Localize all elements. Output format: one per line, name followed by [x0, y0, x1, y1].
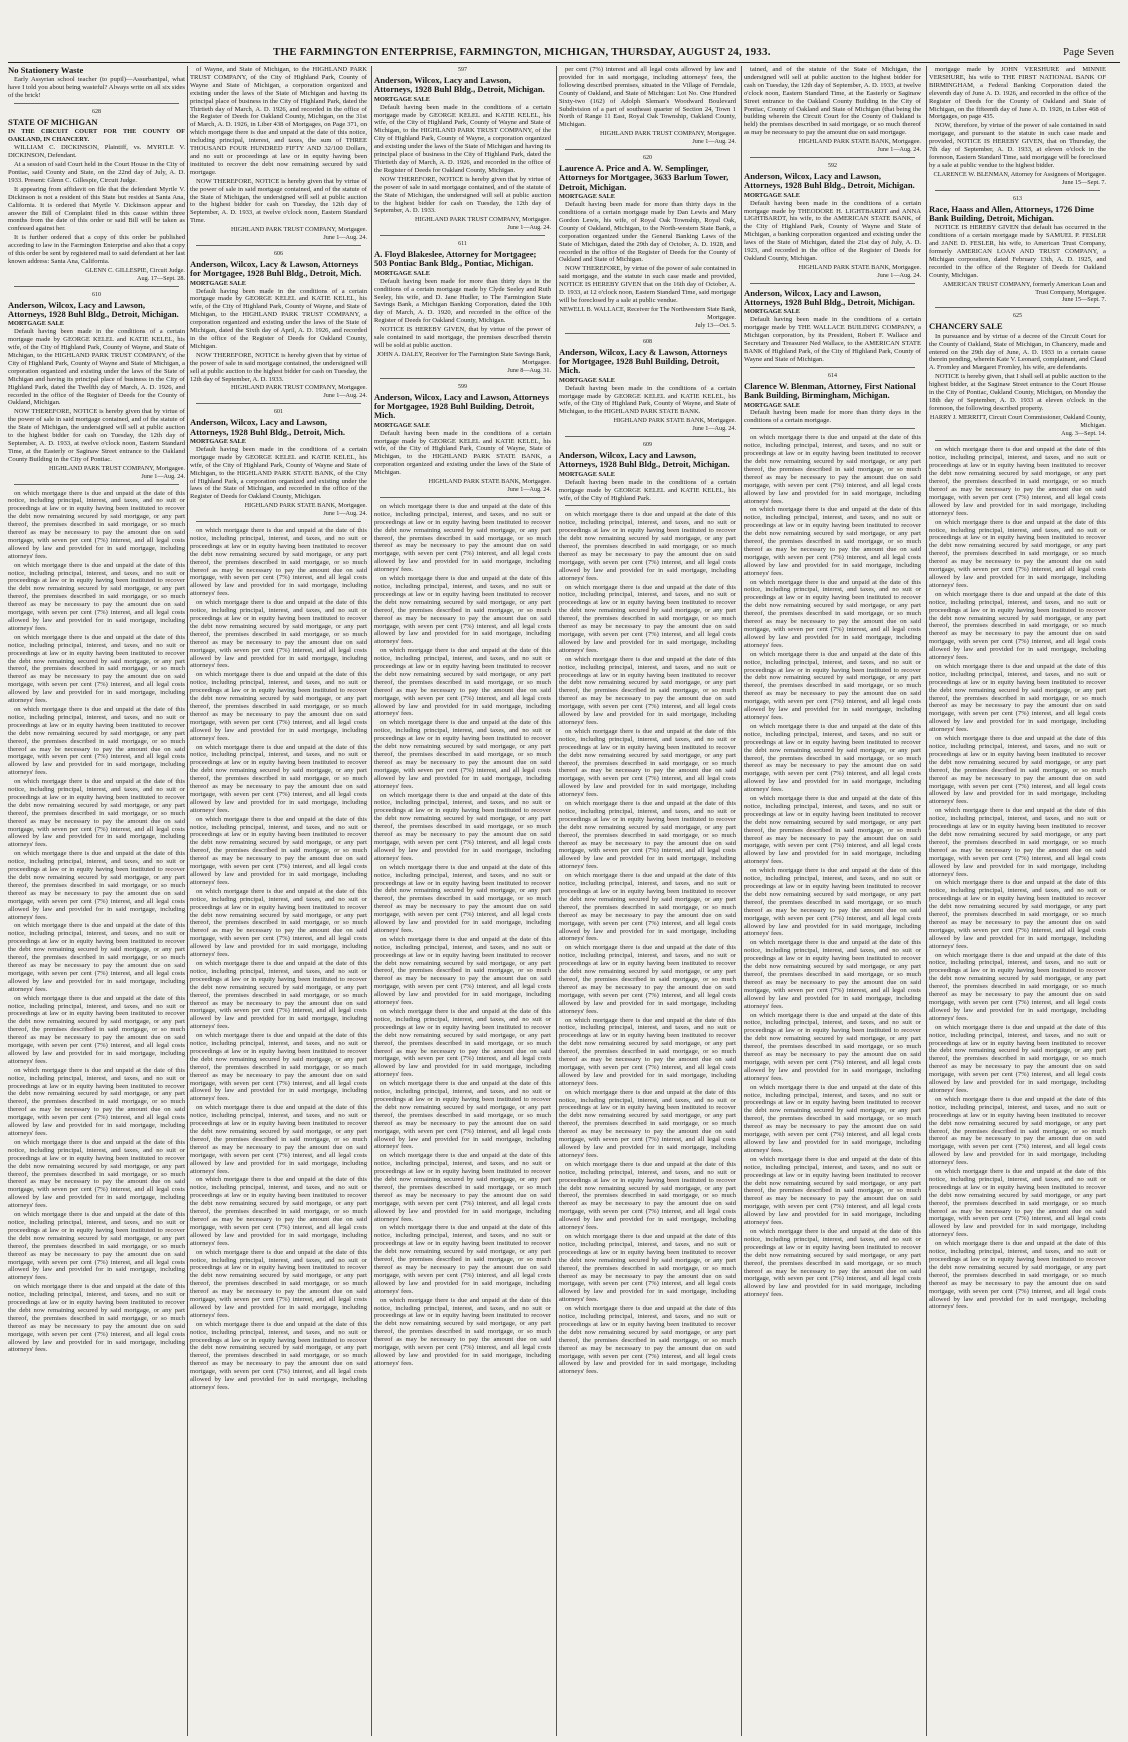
notice-paragraph: on which mortgage there is due and unpaid at the date of this notice, including principal, interest, and taxes, and no suit or proceedings at law or in equity having been instituted to recover the debt now remaining secured by said mortgage, or any part thereof, the premises described in said mortgage, or so much thereof as may be necessary to pay the amount due on said mortgage, with seven per cent (7%) interest, and all legal costs allowed by law and provided for in said mortgage, including attorneys' fees. — [744, 722, 921, 794]
notice-signature: HIGHLAND PARK STATE BANK, Mortgagee. — [613, 417, 736, 425]
column-rule — [741, 66, 742, 1736]
notice-paragraph: on which mortgage there is due and unpaid at the date of this notice, including principal, interest, and taxes, and no suit or proceedings at law or in equity having been instituted to recover the debt now remaining secured by said mortgage, or any part thereof, the premises described in said mortgage, or so much thereof as may be necessary to pay the amount due on said mortgage, with seven per cent (7%) interest, and all legal costs allowed by law and provided for in said mortgage, including attorneys' fees. — [374, 647, 551, 718]
notice-run-dates: June 1—Aug. 24. — [692, 138, 736, 146]
notice-paragraph: on which mortgage there is due and unpaid at the date of this notice, including principal, interest, and taxes, and no suit or proceedings at law or in equity having been instituted to recover the debt now remaining secured by said mortgage, or any part thereof, the premises described in said mortgage, or so much thereof as may be necessary to pay the amount due on said mortgage, with seven per cent (7%) interest, and all legal costs allowed by law and provided for in said mortgage, including attorneys' fees. — [190, 599, 367, 670]
notice-signature: JOHN A. DALEY, Receiver for The Farmington State Savings Bank, Mortgagee. — [376, 350, 551, 366]
notice-paragraph: on which mortgage there is due and unpaid at the date of this notice, including principal, interest, and taxes, and no suit or proceedings at law or in equity having been instituted to recover the debt now remaining secured by said mortgage, or any part thereof, the premises described in said mortgage, or so much thereof as may be necessary to pay the amount due on said mortgage, with seven per cent (7%) interest, and all legal costs allowed by law and provided for in said mortgage, including attorneys' fees. — [559, 1305, 736, 1376]
notice-number: 614 — [828, 372, 837, 379]
column-rule — [187, 66, 188, 1736]
notice-heading: Anderson, Wilcox, Lacy and Lawson, Attorneys, 1928 Buhl Bldg., Detroit, Michigan. — [744, 170, 915, 191]
notice-paragraph: NOW THEREFORE, NOTICE is hereby given that by virtue of the power of sale in said mortgage contained, the undersigned will sell at public auction to the highest bidder for cash on Tuesday, the 12th day of September, A. D. 1933. — [190, 351, 367, 383]
column-rule — [556, 66, 557, 1736]
notice-paragraph: It appearing from affidavit on file that the defendant Myrtle V. Dickinson is not a resident of this State but resides at Santa Ana, California. It is ordered that Myrtle V. Dickinson appear and answer the Bill of Complaint filed in this cause within three months from the date of this order or said Bill will be taken as confessed against her. — [8, 185, 185, 233]
notice-paragraph: on which mortgage there is due and unpaid at the date of this notice, including principal, interest, and taxes, and no suit or proceedings at law or in equity having been instituted to recover the debt now remaining secured by said mortgage, or any part thereof, the premises described in said mortgage, or so much thereof as may be necessary to pay the amount due on said mortgage, with seven per cent (7%) interest, and all legal costs allowed by law and provided for in said mortgage, including attorneys' fees. — [8, 1138, 185, 1210]
notice-paragraph: on which mortgage there is due and unpaid at the date of this notice, including principal, interest, and taxes, and no suit or proceedings at law or in equity having been instituted to recover the debt now remaining secured by said mortgage, or any part thereof, the premises described in said mortgage, or so much thereof as may be necessary to pay the amount due on said mortgage, with seven per cent (7%) interest, and all legal costs allowed by law and provided for in said mortgage, including attorneys' fees. — [744, 1083, 921, 1154]
notice-divider — [196, 521, 361, 522]
notice-divider — [196, 403, 361, 404]
notice-paragraph: on which mortgage there is due and unpaid at the date of this notice, including principal, interest, and taxes, and no suit or proceedings at law or in equity having been instituted to recover the debt now remaining secured by said mortgage, or any part thereof, the premises described in said mortgage, or so much thereof as may be necessary to pay the amount due on said mortgage, with seven per cent (7%) interest, and all legal costs allowed by law and provided for in said mortgage, including attorneys' fees. — [374, 1296, 551, 1367]
notice-paragraph: on which mortgage there is due and unpaid at the date of this notice, including principal, interest, and taxes, and no suit or proceedings at law or in equity having been instituted to recover the debt now remaining secured by said mortgage, or any part thereof, the premises described in said mortgage, or so much thereof as may be necessary to pay the amount due on said mortgage, with seven per cent (7%) interest, and all legal costs allowed by law and provided for in said mortgage, including attorneys' fees. — [744, 434, 921, 505]
legal-notice — [8, 66, 185, 104]
notice-paragraph: NOTICE IS HEREBY GIVEN, that by virtue of the power of sale contained in said mortgage, the premises described therein will be sold at public auction. — [374, 326, 551, 349]
column-4 — [559, 66, 736, 1736]
notice-run-dates: July 13—Oct. 5. — [695, 321, 736, 329]
notice-paragraph: on which mortgage there is due and unpaid at the date of this notice, including principal, interest, and taxes, and no suit or proceedings at law or in equity having been instituted to recover the debt now remaining secured by said mortgage, or any part thereof, the premises described in said mortgage, or so much thereof as may be necessary to pay the amount due on said mortgage, with seven per cent (7%) interest, and all legal costs allowed by law and provided for in said mortgage, including attorneys' fees. — [8, 633, 185, 705]
legal-notice — [190, 66, 367, 246]
notice-paragraph: on which mortgage there is due and unpaid at the date of this notice, including principal, interest, and taxes, and no suit or proceedings at law or in equity having been instituted to recover the debt now remaining secured by said mortgage, or any part thereof, the premises described in said mortgage, or so much thereof as may be necessary to pay the amount due on said mortgage, with seven per cent (7%) interest, and all legal costs allowed by law and provided for in said mortgage, including attorneys' fees. — [190, 527, 367, 598]
notice-paragraph: on which mortgage there is due and unpaid at the date of this notice, including principal, interest, and taxes, and no suit or proceedings at law or in equity having been instituted to recover the debt now remaining secured by said mortgage, or any part thereof, the premises described in said mortgage, or so much thereof as may be necessary to pay the amount due on said mortgage, with seven per cent (7%) interest, and all legal costs allowed by law and provided for in said mortgage, including attorneys' fees. — [929, 879, 1106, 950]
notice-divider — [565, 333, 730, 334]
notice-paragraph: on which mortgage there is due and unpaid at the date of this notice, including principal, interest, and taxes, and no suit or proceedings at law or in equity having been instituted to recover the debt now remaining secured by said mortgage, or any part thereof, the premises described in said mortgage, or so much thereof as may be necessary to pay the amount due on said mortgage, with seven per cent (7%) interest, and all legal costs allowed by law and provided for in said mortgage, including attorneys' fees. — [929, 662, 1106, 734]
notice-paragraph: on which mortgage there is due and unpaid at the date of this notice, including principal, interest, and taxes, and no suit or proceedings at law or in equity having been instituted to recover the debt now remaining secured by said mortgage, or any part thereof, the premises described in said mortgage, or so much thereof as may be necessary to pay the amount due on said mortgage, with seven per cent (7%) interest, and all legal costs allowed by law and provided for in said mortgage, including attorneys' fees. — [190, 1320, 367, 1391]
notice-paragraph: on which mortgage there is due and unpaid at the date of this notice, including principal, interest, and taxes, and no suit or proceedings at law or in equity having been instituted to recover the debt now remaining secured by said mortgage, or any part thereof, the premises described in said mortgage, or so much thereof as may be necessary to pay the amount due on said mortgage, with seven per cent (7%) interest, and all legal costs allowed by law and provided for in said mortgage, including attorneys' fees. — [559, 872, 736, 943]
notice-signature: HIGHLAND PARK TRUST COMPANY, Mortgagee. — [49, 464, 185, 472]
legal-notice — [559, 155, 736, 334]
notice-signature: HIGHLAND PARK TRUST COMPANY, Mortgagee. — [415, 216, 551, 224]
notice-paragraph: on which mortgage there is due and unpaid at the date of this notice, including principal, interest, and taxes, and no suit or proceedings at law or in equity having been instituted to recover the debt now remaining secured by said mortgage, or any part thereof, the premises described in said mortgage, or so much thereof as may be necessary to pay the amount due on said mortgage, with seven per cent (7%) interest, and all legal costs allowed by law and provided for in said mortgage, including attorneys' fees. — [559, 944, 736, 1015]
legal-notice — [374, 384, 551, 498]
notice-paragraph: on which mortgage there is due and unpaid at the date of this notice, including principal, interest, and taxes, and no suit or proceedings at law or in equity having been instituted to recover the debt now remaining secured by said mortgage, or any part thereof, the premises described in said mortgage, or so much thereof as may be necessary to pay the amount due on said mortgage, with seven per cent (7%) interest, and all legal costs allowed by law and provided for in said mortgage, including attorneys' fees. — [8, 1066, 185, 1137]
notice-paragraph: on which mortgage there is due and unpaid at the date of this notice, including principal, interest, and taxes, and no suit or proceedings at law or in equity having been instituted to recover the debt now remaining secured by said mortgage, or any part thereof, the premises described in said mortgage, or so much thereof as may be necessary to pay the amount due on said mortgage, with seven per cent (7%) interest, and all legal costs allowed by law and provided for in said mortgage, including attorneys' fees. — [559, 1016, 736, 1087]
notice-divider — [14, 484, 179, 485]
notice-number: 609 — [643, 442, 652, 449]
notice-paragraph: on which mortgage there is due and unpaid at the date of this notice, including principal, interest, and taxes, and no suit or proceedings at law or in equity having been instituted to recover the debt now remaining secured by said mortgage, or any part thereof, the premises described in said mortgage, or so much thereof as may be necessary to pay the amount due on said mortgage, with seven per cent (7%) interest, and all legal costs allowed by law and provided for in said mortgage, including attorneys' fees. — [374, 791, 551, 862]
notice-number: 606 — [274, 250, 283, 257]
legal-notice — [929, 313, 1106, 441]
legal-notice — [929, 196, 1106, 309]
notice-paragraph: on which mortgage there is due and unpaid at the date of this notice, including principal, interest, and taxes, and no suit or proceedings at law or in equity having been instituted to recover the debt now remaining secured by said mortgage, or any part thereof, the premises described in said mortgage, or so much thereof as may be necessary to pay the amount due on said mortgage, with seven per cent (7%) interest, and all legal costs allowed by law and provided for in said mortgage, including attorneys' fees. — [190, 959, 367, 1031]
notice-paragraph: on which mortgage there is due and unpaid at the date of this notice, including principal, interest, and taxes, and no suit or proceedings at law or in equity having been instituted to recover the debt now remaining secured by said mortgage, or any part thereof, the premises described in said mortgage, or so much thereof as may be necessary to pay the amount due on said mortgage, with seven per cent (7%) interest, and all legal costs allowed by law and provided for in said mortgage, including attorneys' fees. — [374, 935, 551, 1007]
notice-signature: HARRY J. MERRITT, Circuit Court Commissioner, Oakland County, Michigan. — [929, 413, 1106, 429]
notice-run-dates: June 1—Aug. 24. — [323, 510, 367, 518]
legal-notice — [190, 251, 367, 404]
notice-subheading: MORTGAGE SALE — [190, 437, 246, 445]
notice-paragraph: on which mortgage there is due and unpaid at the date of this notice, including principal, interest, and taxes, and no suit or proceedings at law or in equity having been instituted to recover the debt now remaining secured by said mortgage, or any part thereof, the premises described in said mortgage, or so much thereof as may be necessary to pay the amount due on said mortgage, with seven per cent (7%) interest, and all legal costs allowed by law and provided for in said mortgage, including attorneys' fees. — [8, 922, 185, 993]
notice-divider — [935, 307, 1100, 308]
notice-paragraph: NOW THEREFORE, NOTICE is hereby given that by virtue of the power of sale in said mortgage contained, and of the statute of the State of Michigan, the undersigned will sell at public auction to the highest bidder for cash on Tuesday, the 12th day of September, A. D. 1933, at twelve o'clock noon, Eastern Standard Time, at the Easterly or Saginaw Street entrance to the Oakland County Building in the City of Pontiac. — [8, 408, 185, 463]
notice-paragraph: on which mortgage there is due and unpaid at the date of this notice, including principal, interest, and taxes, and no suit or proceedings at law or in equity having been instituted to recover the debt now remaining secured by said mortgage, or any part thereof, the premises described in said mortgage, or so much thereof as may be necessary to pay the amount due on said mortgage, with seven per cent (7%) interest, and all legal costs allowed by law and provided for in said mortgage, including attorneys' fees. — [8, 1283, 185, 1354]
notice-paragraph: NOTICE IS HEREBY GIVEN that default has occurred in the conditions of a certain mortgage made by SAMUEL P. FESLER and JANE D. FESLER, his wife, to American Trust Company, formerly AMERICAN LOAN AND TRUST COMPANY, a Michigan corporation, dated February 13th, A. D. 1925, and recorded in the office of the Register of Deeds for Oakland County, Michigan. — [929, 224, 1106, 279]
notice-signature: CLARENCE W. BLENMAN, Attorney for Assignees of Mortgagee. — [933, 170, 1106, 178]
notice-heading: Anderson, Wilcox, Lacy & Lawson, Attorneys for Mortgagee, 1928 Buhl Bldg., Detroit, Mich. — [190, 258, 362, 279]
notice-number: 608 — [643, 338, 652, 345]
notice-paragraph: on which mortgage there is due and unpaid at the date of this notice, including principal, interest, and taxes, and no suit or proceedings at law or in equity having been instituted to recover the debt now remaining secured by said mortgage, or any part thereof, the premises described in said mortgage, or so much thereof as may be necessary to pay the amount due on said mortgage, with seven per cent (7%) interest, and all legal costs allowed by law and provided for in said mortgage, including attorneys' fees. — [8, 850, 185, 921]
notice-paragraph: on which mortgage there is due and unpaid at the date of this notice, including principal, interest, and taxes, and no suit or proceedings at law or in equity having been instituted to recover the debt now remaining secured by said mortgage, or any part thereof, the premises described in said mortgage, or so much thereof as may be necessary to pay the amount due on said mortgage, with seven per cent (7%) interest, and all legal costs allowed by law and provided for in said mortgage, including attorneys' fees. — [190, 1104, 367, 1175]
legal-notice — [744, 66, 921, 158]
notice-heading: Anderson, Wilcox, Lacy and Lawson, Attorneys, 1928 Buhl Bldg., Detroit, Mich. — [190, 417, 346, 437]
notice-paragraph: on which mortgage there is due and unpaid at the date of this notice, including principal, interest, and taxes, and no suit or proceedings at law or in equity having been instituted to recover the debt now remaining secured by said mortgage, or any part thereof, the premises described in said mortgage, or so much thereof as may be necessary to pay the amount due on said mortgage, with seven per cent (7%) interest, and all legal costs allowed by law and provided for in said mortgage, including attorneys' fees. — [744, 506, 921, 577]
notice-paragraph: on which mortgage there is due and unpaid at the date of this notice, including principal, interest, and taxes, and no suit or proceedings at law or in equity having been instituted to recover the debt now remaining secured by said mortgage, or any part thereof, the premises described in said mortgage, or so much thereof as may be necessary to pay the amount due on said mortgage, with seven per cent (7%) interest, and all legal costs allowed by law and provided for in said mortgage, including attorneys' fees. — [559, 727, 736, 799]
column-body-text — [374, 503, 551, 1368]
notice-paragraph: of Wayne, and State of Michigan, to the HIGHLAND PARK TRUST COMPANY, of the City of Highland Park, County of Wayne and State of Michigan, a corporation organized and existing under the laws of the State of Michigan and having its principal place of business in the City of Highland Park, dated the Thirtieth day of March, A. D. 1926, and recorded in the office of the Register of Deeds for Oakland County, Michigan, on the 31st of March, A. D. 1926, in Liber 438 of Mortgages, on Page 371, on which mortgage there is due and unpaid at the date of this notice, including principal, interest, and taxes, the sum of THREE THOUSAND FOUR HUNDRED FIFTY AND 32/100 Dollars, and no suit or proceedings at law or in equity having been instituted to recover the debt now remaining secured by said mortgage. — [190, 66, 367, 176]
notice-heading: Race, Haass and Allen, Attorneys, 1726 Dime Bank Building, Detroit, Michigan. — [929, 203, 1094, 223]
legal-notice — [559, 339, 736, 437]
notice-signature: NEWELL B. WALLACE, Receiver for The Northwestern State Bank, Mortgagee. — [559, 305, 736, 321]
notice-paragraph: on which mortgage there is due and unpaid at the date of this notice, including principal, interest, and taxes, and no suit or proceedings at law or in equity having been instituted to recover the debt now remaining secured by said mortgage, or any part thereof, the premises described in said mortgage, or so much thereof as may be necessary to pay the amount due on said mortgage, with seven per cent (7%) interest, and all legal costs allowed by law and provided for in said mortgage, including attorneys' fees. — [559, 655, 736, 726]
notice-signature: GLENN C. GILLESPIE, Circuit Judge. — [85, 266, 185, 274]
notice-number: 599 — [458, 383, 467, 390]
notice-heading: Laurence A. Price and A. W. Semplinger, Attorneys for Mortgagee, 3633 Barlum Tower, Detroit, Michigan. — [559, 162, 729, 192]
legal-notice — [374, 67, 551, 236]
column-body-text — [559, 511, 736, 1376]
notice-paragraph: on which mortgage there is due and unpaid at the date of this notice, including principal, interest, and taxes, and no suit or proceedings at law or in equity having been instituted to recover the debt now remaining secured by said mortgage, or any part thereof, the premises described in said mortgage, or so much thereof as may be necessary to pay the amount due on said mortgage, with seven per cent (7%) interest, and all legal costs allowed by law and provided for in said mortgage, including attorneys' fees. — [190, 671, 367, 742]
notice-paragraph: NOW THEREFORE, NOTICE is hereby given that by virtue of the power of sale in said mortgage contained, and of the statute of the State of Michigan, the undersigned will sell at public auction to the highest bidder for cash on Tuesday, the 12th day of September, A. D. 1933, at twelve o'clock noon, Eastern Standard Time. — [190, 177, 367, 225]
notice-paragraph: Default having been made for more than thirty days in the conditions of a certain mortgage. — [744, 409, 921, 425]
column-6 — [929, 66, 1106, 1736]
notice-number: 628 — [92, 109, 101, 116]
notice-paragraph: on which mortgage there is due and unpaid at the date of this notice, including principal, interest, and taxes, and no suit or proceedings at law or in equity having been instituted to recover the debt now remaining secured by said mortgage, or any part thereof, the premises described in said mortgage, or so much thereof as may be necessary to pay the amount due on said mortgage, with seven per cent (7%) interest, and all legal costs allowed by law and provided for in said mortgage, including attorneys' fees. — [744, 1155, 921, 1227]
notice-paragraph: on which mortgage there is due and unpaid at the date of this notice, including principal, interest, and taxes, and no suit or proceedings at law or in equity having been instituted to recover the debt now remaining secured by said mortgage, or any part thereof, the premises described in said mortgage, or so much thereof as may be necessary to pay the amount due on said mortgage, with seven per cent (7%) interest, and all legal costs allowed by law and provided for in said mortgage, including attorneys' fees. — [190, 815, 367, 886]
notice-paragraph: on which mortgage there is due and unpaid at the date of this notice, including principal, interest, and taxes, and no suit or proceedings at law or in equity having been instituted to recover the debt now remaining secured by said mortgage, or any part thereof, the premises described in said mortgage, or so much thereof as may be necessary to pay the amount due on said mortgage, with seven per cent (7%) interest, and all legal costs allowed by law and provided for in said mortgage, including attorneys' fees. — [744, 1227, 921, 1299]
notice-divider — [935, 190, 1100, 191]
column-3 — [374, 66, 551, 1736]
notice-paragraph: on which mortgage there is due and unpaid at the date of this notice, including principal, interest, and taxes, and no suit or proceedings at law or in equity having been instituted to recover the debt now remaining secured by said mortgage, or any part thereof, the premises described in said mortgage, or so much thereof as may be necessary to pay the amount due on said mortgage, with seven per cent (7%) interest, and all legal costs allowed by law and provided for in said mortgage, including attorneys' fees. — [559, 1232, 736, 1304]
page-number: Page Seven — [1062, 46, 1114, 58]
notice-signature: HIGHLAND PARK STATE BANK, Mortgagee. — [428, 478, 551, 486]
notice-signature: HIGHLAND PARK STATE BANK, Mortgagee. — [798, 138, 921, 146]
notice-paragraph: on which mortgage there is due and unpaid at the date of this notice, including principal, interest, and taxes, and no suit or proceedings at law or in equity having been instituted to recover the debt now remaining secured by said mortgage, or any part thereof, the premises described in said mortgage, or so much thereof as may be necessary to pay the amount due on said mortgage, with seven per cent (7%) interest, and all legal costs allowed by law and provided for in said mortgage, including attorneys' fees. — [374, 1080, 551, 1151]
column-1 — [8, 66, 185, 1736]
notice-subheading: MORTGAGE SALE — [744, 308, 800, 316]
masthead — [8, 44, 1120, 63]
notice-heading: Clarence W. Blenman, Attorney, First National Bank Building, Birmingham, Michigan. — [744, 380, 916, 401]
notice-paragraph: on which mortgage there is due and unpaid at the date of this notice, including principal, interest, and taxes, and no suit or proceedings at law or in equity having been instituted to recover the debt now remaining secured by said mortgage, or any part thereof, the premises described in said mortgage, or so much thereof as may be necessary to pay the amount due on said mortgage, with seven per cent (7%) interest, and all legal costs allowed by law and provided for in said mortgage, including attorneys' fees. — [190, 887, 367, 959]
notice-heading: Anderson, Wilcox, Lacy and Lawson, Attorneys, 1928 Buhl Bldg., Detroit, Michigan. — [8, 299, 179, 319]
notice-heading: No Stationery Waste — [8, 66, 84, 75]
legal-notice — [744, 373, 921, 429]
notice-paragraph: on which mortgage there is due and unpaid at the date of this notice, including principal, interest, and taxes, and no suit or proceedings at law or in equity having been instituted to recover the debt now remaining secured by said mortgage, or any part thereof, the premises described in said mortgage, or so much thereof as may be necessary to pay the amount due on said mortgage, with seven per cent (7%) interest, and all legal costs allowed by law and provided for in said mortgage, including attorneys' fees. — [744, 650, 921, 721]
notice-paragraph: on which mortgage there is due and unpaid at the date of this notice, including principal, interest, and taxes, and no suit or proceedings at law or in equity having been instituted to recover the debt now remaining secured by said mortgage, or any part thereof, the premises described in said mortgage, or so much thereof as may be necessary to pay the amount due on said mortgage, with seven per cent (7%) interest, and all legal costs allowed by law and provided for in said mortgage, including attorneys' fees. — [374, 719, 551, 790]
notice-divider — [750, 283, 915, 284]
notice-heading: Anderson, Wilcox, Lacy and Lawson, Attorneys, 1928 Buhl Bldg., Detroit, Michigan. — [374, 74, 545, 95]
notice-paragraph: WILLIAM C. DICKINSON, Plaintiff, vs. MYRTLE V. DICKINSON, Defendant. — [8, 144, 185, 160]
legal-notice — [190, 409, 367, 522]
notice-paragraph: per cent (7%) interest and all legal costs allowed by law and provided for in said mortgage, including attorneys' fees, the following described premises, situated in the Village of Ferndale, County of Oakland, and State of Michigan: Lot No. One Hundred Sixty-two (162) of Adolph Sleman's Woodward Boulevard Subdivision of a part of southeast quarter of Section 24, Town 1 North of Range 11 East, Royal Oak Township, Oakland County, Michigan. — [559, 66, 736, 129]
notice-subheading: MORTGAGE SALE — [559, 470, 615, 478]
notice-divider — [750, 428, 915, 429]
notice-paragraph: on which mortgage there is due and unpaid at the date of this notice, including principal, interest, and taxes, and no suit or proceedings at law or in equity having been instituted to recover the debt now remaining secured by said mortgage, or any part thereof, the premises described in said mortgage, or so much thereof as may be necessary to pay the amount due on said mortgage, with seven per cent (7%) interest, and all legal costs allowed by law and provided for in said mortgage, including attorneys' fees. — [374, 502, 551, 574]
notice-paragraph: It is further ordered that a copy of this order be published according to law in the Farmington Enterprise and also that a copy of this order be sent by registered mail to said defendant at her last known address: Santa Ana, California. — [8, 234, 185, 265]
notice-paragraph: Default having been made in the conditions of a certain mortgage made by GEORGE KELEL and KATIE KELEL, his wife, of the City of Highland Park, County of Wayne, and State of Michigan, to the HIGHLAND PARK TRUST COMPANY, a corporation organized and existing under the laws of the State of Michigan, dated the Sixth day of April, A. D. 1926, and recorded in the office of the Register of Deeds for Oakland County, Michigan. — [190, 287, 367, 350]
notice-run-dates: June 1—Aug. 24. — [692, 425, 736, 433]
notice-paragraph: At a session of said Court held in the Court House in the City of Pontiac, said County and State, on the 22nd day of July, A. D. 1933. Present: Glenn C. Gillespie, Circuit Judge. — [8, 161, 185, 184]
notice-paragraph: Default having been made in the conditions of a certain mortgage made by THEODORE H. LIGHTBARDT and ANNA LIGHTBARDT, his wife, to the AMERICAN STATE BANK, of the City of Highland Park, County of Wayne and State of Michigan, a banking corporation organized and existing under the laws of the State of Michigan, dated the 21st day of July, A. D. 1923, and recorded in the office of the Register of Deeds for Oakland County, Michigan. — [744, 199, 921, 262]
notice-paragraph: Default having been made in the conditions of a certain mortgage made by GEORGE KELEL and KATIE KELEL, his wife, of the City of Highland Park, County of Wayne and State of Michigan, to the HIGHLAND PARK TRUST COMPANY, of the City of Highland Park, County of Wayne, a corporation organized and existing under the laws of the State of Michigan and having its principal place of business in the City of Highland Park, dated the Thirtieth day of March, A. D. 1926, and recorded in the office of the Register of Deeds for Oakland County, Michigan. — [374, 103, 551, 174]
notice-paragraph: on which mortgage there is due and unpaid at the date of this notice, including principal, interest, and taxes, and no suit or proceedings at law or in equity having been instituted to recover the debt now remaining secured by said mortgage, or any part thereof, the premises described in said mortgage, or so much thereof as may be necessary to pay the amount due on said mortgage, with seven per cent (7%) interest, and all legal costs allowed by law and provided for in said mortgage, including attorneys' fees. — [929, 1095, 1106, 1167]
notice-paragraph: on which mortgage there is due and unpaid at the date of this notice, including principal, interest, and taxes, and no suit or proceedings at law or in equity having been instituted to recover the debt now remaining secured by said mortgage, or any part thereof, the premises described in said mortgage, or so much thereof as may be necessary to pay the amount due on said mortgage, with seven per cent (7%) interest, and all legal costs allowed by law and provided for in said mortgage, including attorneys' fees. — [374, 1152, 551, 1223]
notice-paragraph: tained, and of the statute of the State of Michigan, the undersigned will sell at public auction to the highest bidder for cash on Tuesday, the 12th day of September, A. D. 1933, at twelve o'clock noon, Eastern Standard Time, at the Easterly or Saginaw Street entrance to the Oakland County Building in the City of Pontiac, County of Oakland and State of Michigan (that being the building wherein the Circuit Court for the County of Oakland is held) the premises described in said mortgage, or so much thereof as may be necessary to pay the amount due on said mortgage. — [744, 66, 921, 137]
notice-run-dates: June 1—Aug. 24. — [141, 472, 185, 480]
notice-paragraph: on which mortgage there is due and unpaid at the date of this notice, including principal, interest, and taxes, and no suit or proceedings at law or in equity having been instituted to recover the debt now remaining secured by said mortgage, or any part thereof, the premises described in said mortgage, or so much thereof as may be necessary to pay the amount due on said mortgage, with seven per cent (7%) interest, and all legal costs allowed by law and provided for in said mortgage, including attorneys' fees. — [8, 561, 185, 632]
notice-paragraph: on which mortgage there is due and unpaid at the date of this notice, including principal, interest, and taxes, and no suit or proceedings at law or in equity having been instituted to recover the debt now remaining secured by said mortgage, or any part thereof, the premises described in said mortgage, or so much thereof as may be necessary to pay the amount due on said mortgage, with seven per cent (7%) interest, and all legal costs allowed by law and provided for in said mortgage, including attorneys' fees. — [374, 1008, 551, 1079]
notice-divider — [14, 103, 179, 104]
notice-paragraph: on which mortgage there is due and unpaid at the date of this notice, including principal, interest, and taxes, and no suit or proceedings at law or in equity having been instituted to recover the debt now remaining secured by said mortgage, or any part thereof, the premises described in said mortgage, or so much thereof as may be necessary to pay the amount due on said mortgage, with seven per cent (7%) interest, and all legal costs allowed by law and provided for in said mortgage, including attorneys' fees. — [559, 511, 736, 582]
notice-run-dates: Aug. 17—Sept. 28. — [137, 274, 185, 282]
notice-heading: Anderson, Wilcox, Lacy and Lawson, Attorneys for Mortgagee, 1928 Buhl Building, Detroit, Mich. — [374, 391, 549, 421]
notice-paragraph: on which mortgage there is due and unpaid at the date of this notice, including principal, interest, and taxes, and no suit or proceedings at law or in equity having been instituted to recover the debt now remaining secured by said mortgage, or any part thereof, the premises described in said mortgage, or so much thereof as may be necessary to pay the amount due on said mortgage, with seven per cent (7%) interest, and all legal costs allowed by law and provided for in said mortgage, including attorneys' fees. — [929, 590, 1106, 662]
notice-subheading: MORTGAGE SALE — [374, 95, 430, 103]
notice-paragraph: on which mortgage there is due and unpaid at the date of this notice, including principal, interest, and taxes, and no suit or proceedings at law or in equity having been instituted to recover the debt now remaining secured by said mortgage, or any part thereof, the premises described in said mortgage, or so much thereof as may be necessary to pay the amount due on said mortgage, with seven per cent (7%) interest, and all legal costs allowed by law and provided for in said mortgage, including attorneys' fees. — [929, 735, 1106, 806]
column-rule — [926, 66, 927, 1736]
notice-paragraph: on which mortgage there is due and unpaid at the date of this notice, including principal, interest, and taxes, and no suit or proceedings at law or in equity having been instituted to recover the debt now remaining secured by said mortgage, or any part thereof, the premises described in said mortgage, or so much thereof as may be necessary to pay the amount due on said mortgage, with seven per cent (7%) interest, and all legal costs allowed by law and provided for in said mortgage, including attorneys' fees. — [559, 1160, 736, 1232]
notice-paragraph: Default having been made in the conditions of a certain mortgage made by GEORGE KELEL and KATIE KELEL, his wife, of the City of Highland Park, County of Wayne, and State of Michigan, to the HIGHLAND PARK TRUST COMPANY, of the City of Highland Park, County of Wayne and State of Michigan, a corporation organized and existing under the laws of the State of Michigan and having its principal place of business in the City of Highland Park, dated the Twelfth day of March, A. D. 1926, and recorded in the office of the Register of Deeds for the County of Oakland, Michigan. — [8, 328, 185, 407]
notice-paragraph: NOW THEREFORE, NOTICE is hereby given that by virtue of the power of sale in said mortgage contained, and of the statute of the State of Michigan, the undersigned will sell at public auction to the highest bidder for cash on Tuesday, the 12th day of September, A. D. 1933. — [374, 175, 551, 215]
notice-heading: Anderson, Wilcox, Lacy and Lawson, Attorneys, 1928 Buhl Bldg., Detroit, Michigan. — [744, 287, 915, 308]
notice-divider — [565, 149, 730, 150]
column-5 — [744, 66, 921, 1736]
notice-paragraph: on which mortgage there is due and unpaid at the date of this notice, including principal, interest, and taxes, and no suit or proceedings at law or in equity having been instituted to recover the debt now remaining secured by said mortgage, or any part thereof, the premises described in said mortgage, or so much thereof as may be necessary to pay the amount due on said mortgage, with seven per cent (7%) interest, and all legal costs allowed by law and provided for in said mortgage, including attorneys' fees. — [559, 1088, 736, 1159]
notice-paragraph: on which mortgage there is due and unpaid at the date of this notice, including principal, interest, and taxes, and no suit or proceedings at law or in equity having been instituted to recover the debt now remaining secured by said mortgage, or any part thereof, the premises described in said mortgage, or so much thereof as may be necessary to pay the amount due on said mortgage, with seven per cent (7%) interest, and all legal costs allowed by law and provided for in said mortgage, including attorneys' fees. — [190, 1032, 367, 1103]
notice-run-dates: June 1—Aug. 24. — [323, 234, 367, 242]
notice-paragraph: on which mortgage there is due and unpaid at the date of this notice, including principal, interest, and taxes, and no suit or proceedings at law or in equity having been instituted to recover the debt now remaining secured by said mortgage, or any part thereof, the premises described in said mortgage, or so much thereof as may be necessary to pay the amount due on said mortgage, with seven per cent (7%) interest, and all legal costs allowed by law and provided for in said mortgage, including attorneys' fees. — [929, 1240, 1106, 1311]
notice-divider — [380, 235, 545, 236]
legal-notice — [559, 66, 736, 150]
notice-run-dates: June 1—Aug. 24. — [323, 392, 367, 400]
notice-number: 601 — [274, 409, 283, 416]
notice-heading: Anderson, Wilcox, Lacy & Lawson, Attorneys for Mortgagee, 1928 Buhl Building, Detroit, Mich. — [559, 346, 728, 376]
legal-notice — [744, 163, 921, 284]
notice-divider — [565, 436, 730, 437]
notice-paragraph: on which mortgage there is due and unpaid at the date of this notice, including principal, interest, and taxes, and no suit or proceedings at law or in equity having been instituted to recover the debt now remaining secured by said mortgage, or any part thereof, the premises described in said mortgage, or so much thereof as may be necessary to pay the amount due on said mortgage, with seven per cent (7%) interest, and all legal costs allowed by law and provided for in said mortgage, including attorneys' fees. — [929, 446, 1106, 517]
notice-paragraph: on which mortgage there is due and unpaid at the date of this notice, including principal, interest, and taxes, and no suit or proceedings at law or in equity having been instituted to recover the debt now remaining secured by said mortgage, or any part thereof, the premises described in said mortgage, or so much thereof as may be necessary to pay the amount due on said mortgage, with seven per cent (7%) interest, and all legal costs allowed by law and provided for in said mortgage, including attorneys' fees. — [744, 1011, 921, 1082]
notice-paragraph: Early Assyrian school teacher (to pupil)—Assurbanipal, what have I told you about being wasteful? Always write on all six sides of the brick! — [8, 76, 185, 100]
notice-signature: HIGHLAND PARK STATE BANK, Mortgagee. — [798, 263, 921, 271]
notice-run-dates: June 1—Aug. 24. — [507, 224, 551, 232]
columns — [8, 66, 1120, 1736]
notice-paragraph: on which mortgage there is due and unpaid at the date of this notice, including principal, interest, and taxes, and no suit or proceedings at law or in equity having been instituted to recover the debt now remaining secured by said mortgage, or any part thereof, the premises described in said mortgage, or so much thereof as may be necessary to pay the amount due on said mortgage, with seven per cent (7%) interest, and all legal costs allowed by law and provided for in said mortgage, including attorneys' fees. — [744, 578, 921, 649]
notice-run-dates: June 1—Aug. 24. — [877, 271, 921, 279]
notice-signature: HIGHLAND PARK STATE BANK, Mortgagee. — [244, 502, 367, 510]
notice-paragraph: on which mortgage there is due and unpaid at the date of this notice, including principal, interest, and taxes, and no suit or proceedings at law or in equity having been instituted to recover the debt now remaining secured by said mortgage, or any part thereof, the premises described in said mortgage, or so much thereof as may be necessary to pay the amount due on said mortgage, with seven per cent (7%) interest, and all legal costs allowed by law and provided for in said mortgage, including attorneys' fees. — [8, 1211, 185, 1282]
notice-paragraph: on which mortgage there is due and unpaid at the date of this notice, including principal, interest, and taxes, and no suit or proceedings at law or in equity having been instituted to recover the debt now remaining secured by said mortgage, or any part thereof, the premises described in said mortgage, or so much thereof as may be necessary to pay the amount due on said mortgage, with seven per cent (7%) interest, and all legal costs allowed by law and provided for in said mortgage, including attorneys' fees. — [929, 807, 1106, 878]
notice-paragraph: on which mortgage there is due and unpaid at the date of this notice, including principal, interest, and taxes, and no suit or proceedings at law or in equity having been instituted to recover the debt now remaining secured by said mortgage, or any part thereof, the premises described in said mortgage, or so much thereof as may be necessary to pay the amount due on said mortgage, with seven per cent (7%) interest, and all legal costs allowed by law and provided for in said mortgage, including attorneys' fees. — [374, 1224, 551, 1295]
notice-divider — [14, 286, 179, 287]
notice-paragraph: Default having been made in the conditions of a certain mortgage made by GEORGE KELEL and KATIE KELEL, his wife, of the City of Highland Park, County of Wayne, State of Michigan, to the HIGHLAND PARK STATE BANK, a corporation organized and existing under the laws of the State of Michigan. — [374, 429, 551, 477]
legal-notice — [744, 289, 921, 368]
notice-signature: HIGHLAND PARK TRUST COMPANY, Mortgagee. — [231, 226, 367, 234]
notice-paragraph: Default having been made in the conditions of a certain mortgage made by THE WALLACE BUILDING COMPANY, a Michigan corporation, by its President, Robert F. Wallace and Secretary and Treasurer Ned Wallace, to the AMERICAN STATE BANK of Highland Park, of the City of Highland Park, County of Wayne and State of Michigan. — [744, 316, 921, 363]
notice-paragraph: on which mortgage there is due and unpaid at the date of this notice, including principal, interest, and taxes, and no suit or proceedings at law or in equity having been instituted to recover the debt now remaining secured by said mortgage, or any part thereof, the premises described in said mortgage, or so much thereof as may be necessary to pay the amount due on said mortgage, with seven per cent (7%) interest, and all legal costs allowed by law and provided for in said mortgage, including attorneys' fees. — [929, 1168, 1106, 1239]
notice-subheading: MORTGAGE SALE — [190, 279, 246, 287]
notice-paragraph: Default having been made in the conditions of a certain mortgage made by GEORGE KELEL and KATIE KELEL, his wife, of the City of Highland Park, County of Wayne and State of Michigan, to the HIGHLAND PARK STATE BANK, of the City of Highland Park, a corporation organized and existing under the laws of the State of Michigan, and recorded in the office of the Register of Deeds for Oakland County, Michigan. — [190, 445, 367, 501]
notice-paragraph: mortgage made by JOHN VERSHURE and MINNIE VERSHURE, his wife to THE FIRST NATIONAL BANK OF BIRMINGHAM, a Federal Banking Corporation dated the eleventh day of June A. D. 1926, and recorded in the office of the Register of Deeds for the County of Oakland and State of Michigan, on the fifteenth day of June A. D. 1926, in Liber 468 of Mortgages, on page 435. — [929, 66, 1106, 121]
notice-number: 611 — [458, 241, 467, 248]
notice-paragraph: on which mortgage there is due and unpaid at the date of this notice, including principal, interest, and taxes, and no suit or proceedings at law or in equity having been instituted to recover the debt now remaining secured by said mortgage, or any part thereof, the premises described in said mortgage, or so much thereof as may be necessary to pay the amount due on said mortgage, with seven per cent (7%) interest, and all legal costs allowed by law and provided for in said mortgage, including attorneys' fees. — [744, 939, 921, 1010]
column-body-text — [190, 527, 367, 1392]
notice-paragraph: on which mortgage there is due and unpaid at the date of this notice, including principal, interest, and taxes, and no suit or proceedings at law or in equity having been instituted to recover the debt now remaining secured by said mortgage, or any part thereof, the premises described in said mortgage, or so much thereof as may be necessary to pay the amount due on said mortgage, with seven per cent (7%) interest, and all legal costs allowed by law and provided for in said mortgage, including attorneys' fees. — [744, 795, 921, 866]
legal-notice — [8, 109, 185, 287]
notice-number: 592 — [828, 162, 837, 169]
legal-notice — [929, 66, 1106, 191]
notice-run-dates: June 15—Sept. 7. — [1062, 296, 1106, 304]
notice-heading: A. Floyd Blakeslee, Attorney for Mortgagee; 503 Pontiac Bank Bldg., Pontiac, Michigan. — [374, 249, 537, 269]
notice-divider — [196, 245, 361, 246]
notice-signature: HIGHLAND PARK TRUST COMPANY, Mortgagee. — [231, 384, 367, 392]
notice-paragraph: on which mortgage there is due and unpaid at the date of this notice, including principal, interest, and taxes, and no suit or proceedings at law or in equity having been instituted to recover the debt now remaining secured by said mortgage, or any part thereof, the premises described in said mortgage, or so much thereof as may be necessary to pay the amount due on said mortgage, with seven per cent (7%) interest, and all legal costs allowed by law and provided for in said mortgage, including attorneys' fees. — [8, 705, 185, 777]
column-rule — [371, 66, 372, 1736]
notice-run-dates: June 1—Aug. 24. — [877, 146, 921, 154]
notice-paragraph: on which mortgage there is due and unpaid at the date of this notice, including principal, interest, and taxes, and no suit or proceedings at law or in equity having been instituted to recover the debt now remaining secured by said mortgage, or any part thereof, the premises described in said mortgage, or so much thereof as may be necessary to pay the amount due on said mortgage, with seven per cent (7%) interest, and all legal costs allowed by law and provided for in said mortgage, including attorneys' fees. — [8, 994, 185, 1065]
column-2 — [190, 66, 367, 1736]
notice-paragraph: Default having been made for more than thirty days in the conditions of a certain mortgage made by Dan Lewis and Mary Gordon Lewis, his wife, of Royal Oak Township, Royal Oak, County of Oakland, Michigan, to the North-western State Bank, a corporation organized under the General Banking Laws of the State of Michigan, dated the 29th day of October, A. D. 1928, and recorded in the office of the Register of Deeds for the County of Oakland and State of Michigan. — [559, 201, 736, 264]
legal-notice — [559, 442, 736, 506]
notice-signature: AMERICAN TRUST COMPANY, formerly American Loan and Trust Company, Mortgagee. — [943, 280, 1106, 296]
notice-divider — [750, 157, 915, 158]
notice-divider — [750, 367, 915, 368]
notice-number: 613 — [1013, 195, 1022, 202]
notice-heading: Anderson, Wilcox, Lacy and Lawson, Attorneys, 1928 Buhl Bldg., Detroit, Michigan. — [559, 449, 730, 470]
notice-run-dates: June 8—Aug. 31. — [507, 366, 551, 374]
notice-paragraph: Default having been made for more than thirty days in the conditions of a certain mortgage made by Clyde Seeley and Ruth Seeley, his wife, and D. Jane Hudler, to The Farmington State Savings Bank, a Michigan Banking Corporation, dated the 10th day of March, A. D. 1920, and recorded in the office of the Register of Deeds for Oakland County, Michigan. — [374, 277, 551, 325]
notice-run-dates: June 1—Aug. 24. — [507, 486, 551, 493]
notice-subheading: MORTGAGE SALE — [8, 320, 64, 328]
notice-paragraph: on which mortgage there is due and unpaid at the date of this notice, including principal, interest, and taxes, and no suit or proceedings at law or in equity having been instituted to recover the debt now remaining secured by said mortgage, or any part thereof, the premises described in said mortgage, or so much thereof as may be necessary to pay the amount due on said mortgage, with seven per cent (7%) interest, and all legal costs allowed by law and provided for in said mortgage, including attorneys' fees. — [8, 489, 185, 560]
notice-divider — [380, 378, 545, 379]
notice-heading: CHANCERY SALE — [929, 321, 1003, 332]
notice-run-dates: Aug. 3—Sept. 14. — [1061, 429, 1106, 437]
notice-paragraph: on which mortgage there is due and unpaid at the date of this notice, including principal, interest, and taxes, and no suit or proceedings at law or in equity having been instituted to recover the debt now remaining secured by said mortgage, or any part thereof, the premises described in said mortgage, or so much thereof as may be necessary to pay the amount due on said mortgage, with seven per cent (7%) interest, and all legal costs allowed by law and provided for in said mortgage, including attorneys' fees. — [744, 867, 921, 938]
notice-paragraph: on which mortgage there is due and unpaid at the date of this notice, including principal, interest, and taxes, and no suit or proceedings at law or in equity having been instituted to recover the debt now remaining secured by said mortgage, or any part thereof, the premises described in said mortgage, or so much thereof as may be necessary to pay the amount due on said mortgage, with seven per cent (7%) interest, and all legal costs allowed by law and provided for in said mortgage, including attorneys' fees. — [929, 518, 1106, 589]
notice-signature: HIGHLAND PARK TRUST COMPANY, Mortgagee. — [600, 130, 736, 138]
notice-divider — [380, 497, 545, 498]
notice-subheading: MORTGAGE SALE — [559, 193, 615, 201]
notice-number: 610 — [92, 291, 101, 298]
notice-paragraph: on which mortgage there is due and unpaid at the date of this notice, including principal, interest, and taxes, and no suit or proceedings at law or in equity having been instituted to recover the debt now remaining secured by said mortgage, or any part thereof, the premises described in said mortgage, or so much thereof as may be necessary to pay the amount due on said mortgage, with seven per cent (7%) interest, and all legal costs allowed by law and provided for in said mortgage, including attorneys' fees. — [374, 863, 551, 934]
notice-subheading: MORTGAGE SALE — [559, 376, 615, 384]
notice-subheading: IN THE CIRCUIT COURT FOR THE COUNTY OF OAKLAND, IN CHANCERY. — [8, 128, 185, 144]
notice-subheading: MORTGAGE SALE — [374, 421, 430, 429]
notice-paragraph: on which mortgage there is due and unpaid at the date of this notice, including principal, interest, and taxes, and no suit or proceedings at law or in equity having been instituted to recover the debt now remaining secured by said mortgage, or any part thereof, the premises described in said mortgage, or so much thereof as may be necessary to pay the amount due on said mortgage, with seven per cent (7%) interest, and all legal costs allowed by law and provided for in said mortgage, including attorneys' fees. — [374, 575, 551, 646]
notice-subheading: MORTGAGE SALE — [374, 269, 430, 277]
notice-paragraph: Default having been made in the conditions of a certain mortgage made by GEORGE KELEL and KATIE KELEL, his wife, of the City of Highland Park, County of Wayne, and State of Michigan, to the HIGHLAND PARK STATE BANK. — [559, 384, 736, 416]
masthead-title: THE FARMINGTON ENTERPRISE, FARMINGTON, MICHIGAN, THURSDAY, AUGUST 24, 1933. — [273, 46, 771, 58]
notice-paragraph: In pursuance and by virtue of a decree of the Circuit Court for the County of Oakland, State of Michigan, in Chancery, made and entered on the 29th day of June, A. D. 1933 in a certain cause therein pending, wherein Kate V. Leonard, complainant, and Claud A. Fromley and Margaret Fromley, his wife, are defendants. — [929, 332, 1106, 372]
notice-number: 625 — [1013, 313, 1022, 320]
notice-paragraph: on which mortgage there is due and unpaid at the date of this notice, including principal, interest, and taxes, and no suit or proceedings at law or in equity having been instituted to recover the debt now remaining secured by said mortgage, or any part thereof, the premises described in said mortgage, or so much thereof as may be necessary to pay the amount due on said mortgage, with seven per cent (7%) interest, and all legal costs allowed by law and provided for in said mortgage, including attorneys' fees. — [190, 1176, 367, 1247]
notice-paragraph: Default having been made in the conditions of a certain mortgage made by GEORGE KELEL and KATIE KELEL, his wife, of the City of Highland Park. — [559, 478, 736, 502]
notice-paragraph: on which mortgage there is due and unpaid at the date of this notice, including principal, interest, and taxes, and no suit or proceedings at law or in equity having been instituted to recover the debt now remaining secured by said mortgage, or any part thereof, the premises described in said mortgage, or so much thereof as may be necessary to pay the amount due on said mortgage, with seven per cent (7%) interest, and all legal costs allowed by law and provided for in said mortgage, including attorneys' fees. — [559, 800, 736, 871]
notice-paragraph: on which mortgage there is due and unpaid at the date of this notice, including principal, interest, and taxes, and no suit or proceedings at law or in equity having been instituted to recover the debt now remaining secured by said mortgage, or any part thereof, the premises described in said mortgage, or so much thereof as may be necessary to pay the amount due on said mortgage, with seven per cent (7%) interest, and all legal costs allowed by law and provided for in said mortgage, including attorneys' fees. — [190, 1248, 367, 1319]
legal-notice — [374, 241, 551, 379]
notice-number: 620 — [643, 155, 652, 162]
notice-divider — [935, 440, 1100, 441]
notice-paragraph: on which mortgage there is due and unpaid at the date of this notice, including principal, interest, and taxes, and no suit or proceedings at law or in equity having been instituted to recover the debt now remaining secured by said mortgage, or any part thereof, the premises described in said mortgage, or so much thereof as may be necessary to pay the amount due on said mortgage, with seven per cent (7%) interest, and all legal costs allowed by law and provided for in said mortgage, including attorneys' fees. — [559, 583, 736, 654]
legal-notice — [8, 292, 185, 485]
notice-paragraph: NOW THEREFORE, by virtue of the power of sale contained in said mortgage, and the statute in such case made and provided, NOTICE IS HEREBY GIVEN that on the 16th day of October, A. D. 1933, at 12 o'clock noon, Eastern Standard Time, said mortgage will be foreclosed by a sale at public vendue. — [559, 265, 736, 304]
notice-subheading: MORTGAGE SALE — [744, 401, 800, 409]
notice-heading: STATE OF MICHIGAN — [8, 117, 98, 128]
notice-subheading: MORTGAGE SALE — [744, 191, 800, 199]
notice-paragraph: on which mortgage there is due and unpaid at the date of this notice, including principal, interest, and taxes, and no suit or proceedings at law or in equity having been instituted to recover the debt now remaining secured by said mortgage, or any part thereof, the premises described in said mortgage, or so much thereof as may be necessary to pay the amount due on said mortgage, with seven per cent (7%) interest, and all legal costs allowed by law and provided for in said mortgage, including attorneys' fees. — [929, 1023, 1106, 1094]
notice-paragraph: on which mortgage there is due and unpaid at the date of this notice, including principal, interest, and taxes, and no suit or proceedings at law or in equity having been instituted to recover the debt now remaining secured by said mortgage, or any part thereof, the premises described in said mortgage, or so much thereof as may be necessary to pay the amount due on said mortgage, with seven per cent (7%) interest, and all legal costs allowed by law and provided for in said mortgage, including attorneys' fees. — [929, 951, 1106, 1022]
notice-paragraph: on which mortgage there is due and unpaid at the date of this notice, including principal, interest, and taxes, and no suit or proceedings at law or in equity having been instituted to recover the debt now remaining secured by said mortgage, or any part thereof, the premises described in said mortgage, or so much thereof as may be necessary to pay the amount due on said mortgage, with seven per cent (7%) interest, and all legal costs allowed by law and provided for in said mortgage, including attorneys' fees. — [190, 743, 367, 814]
notice-paragraph: on which mortgage there is due and unpaid at the date of this notice, including principal, interest, and taxes, and no suit or proceedings at law or in equity having been instituted to recover the debt now remaining secured by said mortgage, or any part thereof, the premises described in said mortgage, or so much thereof as may be necessary to pay the amount due on said mortgage, with seven per cent (7%) interest, and all legal costs allowed by law and provided for in said mortgage, including attorneys' fees. — [8, 778, 185, 849]
notice-divider — [565, 505, 730, 506]
column-body-text — [744, 434, 921, 1299]
notice-run-dates: June 15—Sept. 7. — [1062, 178, 1106, 186]
column-body-text — [929, 446, 1106, 1311]
notice-paragraph: NOTICE is hereby given, that I shall sell at public auction to the highest bidder, at the Saginaw Street entrance to the Court House in the City of Pontiac, Oakland County, Michigan, on Monday the 18th day of September, A. D. 1933 at eleven o'clock in the forenoon, the following described property. — [929, 373, 1106, 412]
notice-number: 597 — [458, 67, 467, 73]
column-body-text — [8, 490, 185, 1355]
notice-paragraph: NOW, therefore, by virtue of the power of sale contained in said mortgage, and pursuant to the statute in such case made and provided, NOTICE IS HEREBY GIVEN, that on Thursday, the 7th day of September, A. D. 1933, at eleven o'clock in the forenoon, Eastern Standard Time, said mortgage will be foreclosed by a sale at public vendue to the highest bidder. — [929, 122, 1106, 169]
